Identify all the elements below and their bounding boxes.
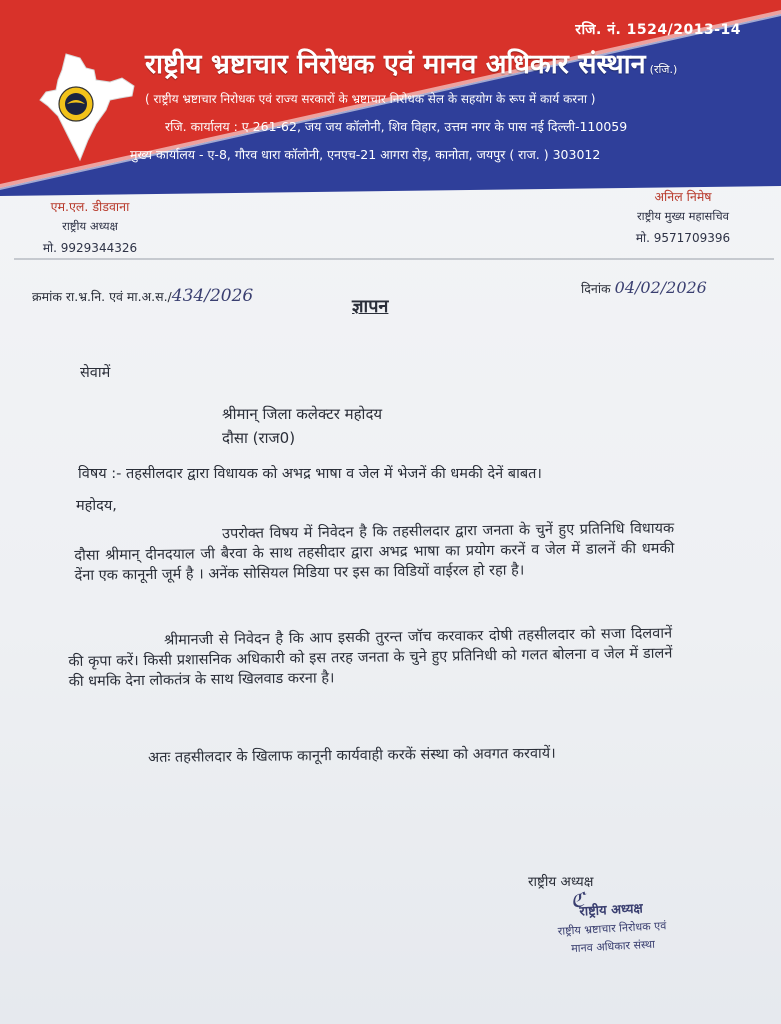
head-office-address: मुख्य कार्यालय - ए-8, गौरव धारा कॉलोनी, एनएच-21 आगरा रोड़, कानोता, जयपुर ( राज. ) 303012 — [130, 147, 601, 162]
date-value: 04/02/2026 — [614, 278, 707, 297]
letter-date — [581, 278, 707, 297]
body-paragraph: उपरोक्त विषय में निवेदन है कि तहसीलदार द्वारा जनता के चुनें हुए प्रतिनिधि विधायक दौसा श्रीमान् दीनदयाल जी बैरवा के साथ तहसीदार द्वारा अभद्र भाषा का प्रयोग करनें व जेल में डालनें की धमकी देंना एक कानूनी जूर्म है । अनेंक सोसियल मिडिया पर इस का विडियों वाईरल हो रहा है। — [74, 520, 675, 584]
handwritten-signature: ℭ — [569, 887, 586, 913]
bearer-president — [30, 198, 150, 256]
bearer-role: राष्ट्रीय अध्यक्ष — [62, 219, 118, 233]
reference-value: 434/2026 — [171, 286, 254, 306]
organization-name-tag: (रजि.) — [649, 63, 678, 76]
bearer-name: अनिल निमेष — [654, 189, 712, 204]
document-heading: ज्ञापन — [352, 296, 389, 317]
subject-line: विषय :- तहसीलदार द्वारा विधायक को अभद्र भाषा व जेल में भेजनें की धमकी देनें बाबत। — [78, 466, 542, 482]
closing-designation: राष्ट्रीय अध्यक्ष — [528, 874, 594, 890]
reference-label: क्रमांक रा.भ्र.नि. एवं मा.अ.स./ — [32, 289, 172, 304]
registration-number: रजि. नं. 1524/2013-14 — [575, 22, 741, 38]
registered-office-address: रजि. कार्यालय : ए 261-62, जय जय कॉलोनी, शिव विहार, उत्तम नगर के पास नई दिल्ली-110059 — [165, 119, 628, 134]
bearer-mobile: मो. 9571709396 — [635, 231, 731, 245]
header-divider — [14, 258, 774, 260]
date-label: दिनांक — [581, 281, 611, 296]
bearer-general-secretary — [598, 188, 768, 246]
organization-name-text: राष्ट्रीय भ्रष्टाचार निरोधक एवं मानव अधिकार संस्थान — [145, 49, 646, 80]
stamp-line-2: राष्ट्रीय भ्रष्टाचार निरोधक एवं — [557, 919, 667, 938]
reference-number — [32, 286, 253, 306]
bearer-role: राष्ट्रीय मुख्य महासचिव — [636, 209, 730, 223]
body-paragraph: अतः तहसीलदार के खिलाफ कानूनी कार्यवाही करकें संस्था को अवगत करवायें। — [148, 745, 556, 766]
bearer-name: एम.एल. डीडवाना — [50, 199, 130, 214]
letterhead-banner — [0, 0, 781, 200]
to-label: सेवामें — [80, 365, 111, 381]
organization-tagline: ( राष्ट्रीय भ्रष्टाचार निरोधक एवं राज्य सरकारों के भ्रष्टाचार निरोधक सेल के सहयोग के रूप में कार्य करना ) — [145, 92, 596, 106]
organization-name — [145, 44, 677, 81]
stamp-line-1: राष्ट्रीय अध्यक्ष — [579, 901, 644, 920]
stamp-line-3: मानव अधिकार संस्था — [570, 937, 656, 956]
addressee-line-1: श्रीमान् जिला कलेक्टर महोदय — [222, 405, 383, 423]
bearer-mobile: मो. 9929344326 — [42, 241, 138, 255]
body-paragraph: श्रीमानजी से निवेदन है कि आप इसकी तुरन्त जॉच करवाकर दोषी तहसीलदार को सजा दिलवानें की कृपा करें। किसी प्रशासनिक अधिकारी को इस तरह जनता के चुने हुए प्रतिनिधी को गलत बोलना व जेल में डालनें की धमकि देना लोकतंत्र के साथ खिलवाड करना है। — [68, 625, 673, 690]
addressee-line-2: दौसा (राज0) — [222, 429, 296, 447]
salutation: महोदय, — [76, 498, 117, 514]
signature-stamp — [531, 887, 694, 958]
